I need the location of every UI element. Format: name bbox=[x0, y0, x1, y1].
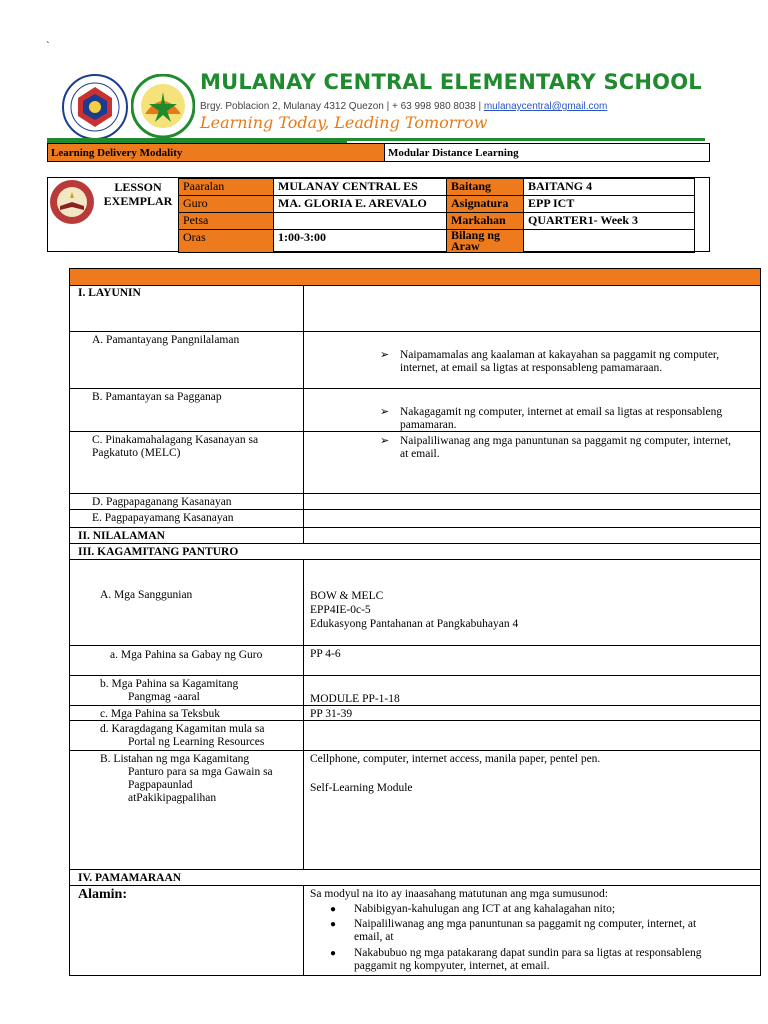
kagamitang-panturo-heading: III. KAGAMITANG PANTURO bbox=[78, 546, 239, 558]
row-divider bbox=[70, 543, 760, 544]
row-divider bbox=[70, 705, 760, 706]
row-divider bbox=[70, 527, 760, 528]
column-divider bbox=[303, 885, 304, 975]
row-divider bbox=[70, 509, 760, 510]
exemplar-title bbox=[98, 180, 178, 208]
exemplar-row bbox=[179, 179, 695, 196]
address-text: Brgy. Poblacion 2, Mulanay 4312 Quezon | + 63 998 980 8038 | bbox=[200, 101, 482, 112]
bullet-icon: ● bbox=[330, 904, 337, 915]
exemplar-label: Petsa bbox=[179, 213, 274, 230]
layunin-heading: I. LAYUNIN bbox=[78, 287, 141, 299]
pagpapaganang-kasanayan-label: D. Pagpapaganang Kasanayan bbox=[92, 496, 232, 508]
exemplar-value: MULANAY CENTRAL ES bbox=[274, 179, 447, 196]
row-divider bbox=[70, 645, 760, 646]
listahan-kagamitan-label: B. Listahan ng mga Kagamitang Panturo para sa mga Gawain sa Pagpapaunlad atPakikipagpalihan bbox=[100, 753, 273, 804]
row-divider bbox=[70, 885, 760, 886]
row-divider bbox=[70, 869, 760, 870]
modality-label-cell bbox=[48, 144, 384, 161]
pamantayang-pangnilalaman-value: ➢ Naipamamalas ang kaalaman at kakayahan sa paggamit ng computer, internet, at email sa ligtas at responsableng pamamaraan. bbox=[380, 349, 720, 374]
exemplar-table bbox=[178, 178, 695, 253]
sanggunian-value: Edukasyong Pantahanan at Pangkabuhayan 4 bbox=[310, 618, 519, 630]
listahan-kagamitan-value-2: Self-Learning Module bbox=[310, 782, 413, 794]
stray-mark: ` bbox=[46, 40, 50, 52]
arrow-bullet-icon: ➢ bbox=[380, 349, 390, 361]
row-divider bbox=[70, 331, 760, 332]
exemplar-label: Paaralan bbox=[179, 179, 274, 196]
teksbuk-value: PP 31-39 bbox=[310, 708, 353, 720]
column-divider bbox=[303, 285, 304, 543]
alamin-item: ● Naipaliliwanag ang mga panuntunan sa paggamit ng computer, internet, at email, at bbox=[330, 918, 697, 943]
deped-seal-icon bbox=[62, 74, 128, 140]
portal-resources-label: d. Karagdagang Kagamitan mula sa Portal ng Learning Resources bbox=[100, 723, 265, 748]
alamin-item: ● Nakabubuo ng mga patakarang dapat sundin para sa ligtas at responsableng paggamit ng kompyuter, internet, at email. bbox=[330, 947, 702, 972]
exemplar-row bbox=[179, 196, 695, 213]
sanggunian-value: EPP4IE-0c-5 bbox=[310, 604, 371, 616]
melc-value: ➢ Naipaliliwanag ang mga panuntunan sa paggamit ng computer, internet, at email. bbox=[380, 435, 732, 460]
row-divider bbox=[70, 675, 760, 676]
school-name: MULANAY CENTRAL ELEMENTARY SCHOOL bbox=[200, 70, 702, 94]
exemplar-value: 1:00-3:00 bbox=[274, 230, 447, 253]
kagamitang-pangmag-aaral-label: b. Mga Pahina sa Kagamitang Pangmag -aaral bbox=[100, 678, 239, 703]
sanggunian-value: BOW & MELC bbox=[310, 590, 384, 602]
pagpapayamang-kasanayan-label: E. Pagpapayamang Kasanayan bbox=[92, 512, 234, 524]
exemplar-label: Guro bbox=[179, 196, 274, 213]
listahan-kagamitan-value-1: Cellphone, computer, internet access, manila paper, pentel pen. bbox=[310, 753, 601, 765]
nilalaman-heading: II. NILALAMAN bbox=[78, 530, 165, 542]
exemplar-label: Markahan bbox=[447, 213, 524, 230]
alamin-intro: Sa modyul na ito ay inaasahang matutunan ang mga sumusunod: bbox=[310, 888, 608, 900]
exemplar-value bbox=[274, 213, 447, 230]
exemplar-value: QUARTER1- Week 3 bbox=[524, 213, 695, 230]
modality-label: Learning Delivery Modality bbox=[51, 147, 183, 159]
exemplar-label: Bilang ng Araw bbox=[447, 230, 524, 253]
lesson-table bbox=[69, 268, 761, 976]
modality-value-cell bbox=[384, 144, 710, 161]
exemplar-row bbox=[179, 213, 695, 230]
teksbuk-label: c. Mga Pahina sa Teksbuk bbox=[100, 708, 221, 720]
exemplar-grid bbox=[47, 177, 710, 252]
exemplar-value bbox=[524, 230, 695, 253]
arrow-bullet-icon: ➢ bbox=[380, 435, 390, 447]
exemplar-row bbox=[179, 230, 695, 253]
exemplar-label: Baitang bbox=[447, 179, 524, 196]
gabay-guro-label: a. Mga Pahina sa Gabay ng Guro bbox=[110, 649, 263, 661]
lesson-table-header-bar bbox=[70, 269, 760, 286]
exemplar-value: EPP ICT bbox=[524, 196, 695, 213]
exemplar-label: Asignatura bbox=[447, 196, 524, 213]
school-address bbox=[200, 101, 607, 112]
school-motto: Learning Today, Leading Tomorrow bbox=[200, 113, 488, 132]
exemplar-label: Oras bbox=[179, 230, 274, 253]
row-divider bbox=[70, 750, 760, 751]
email-link[interactable]: mulanaycentral@gmail.com bbox=[483, 101, 608, 112]
melc-label: C. Pinakamahalagang Kasanayan sa Pagkatuto (MELC) bbox=[92, 434, 259, 459]
bullet-icon: ● bbox=[330, 919, 337, 930]
modality-value: Modular Distance Learning bbox=[388, 147, 519, 159]
sanggunian-values bbox=[310, 589, 518, 631]
alamin-item: ● Nabibigyan-kahulugan ang ICT at ang kahalagahan nito; bbox=[330, 903, 616, 915]
sanggunian-label: A. Mga Sanggunian bbox=[100, 589, 193, 601]
row-divider bbox=[70, 388, 760, 389]
column-divider bbox=[303, 559, 304, 869]
kagamitang-pangmag-aaral-value: MODULE PP-1-18 bbox=[310, 693, 400, 705]
row-divider bbox=[70, 493, 760, 494]
arrow-bullet-icon: ➢ bbox=[380, 406, 390, 418]
exemplar-title-line2: EXEMPLAR bbox=[103, 194, 173, 208]
school-seal-icon bbox=[131, 74, 195, 138]
bullet-icon: ● bbox=[330, 948, 337, 959]
modality-row bbox=[47, 143, 710, 162]
alamin-heading: Alamin: bbox=[78, 887, 127, 902]
pamamaraan-heading: IV. PAMAMARAAN bbox=[78, 872, 182, 884]
exemplar-title-line1: LESSON bbox=[114, 180, 162, 194]
exemplar-value: MA. GLORIA E. AREVALO bbox=[274, 196, 447, 213]
pamantayan-pagganap-value: ➢ Nakagagamit ng computer, internet at email sa ligtas at responsableng pamamaran. bbox=[380, 406, 723, 431]
row-divider bbox=[70, 559, 760, 560]
pamantayang-pangnilalaman-label: A. Pamantayang Pangnilalaman bbox=[92, 334, 240, 346]
gabay-guro-value: PP 4-6 bbox=[310, 648, 341, 660]
book-emblem-icon bbox=[50, 180, 94, 224]
exemplar-value: BAITANG 4 bbox=[524, 179, 695, 196]
pamantayan-pagganap-label: B. Pamantayan sa Pagganap bbox=[92, 391, 222, 403]
